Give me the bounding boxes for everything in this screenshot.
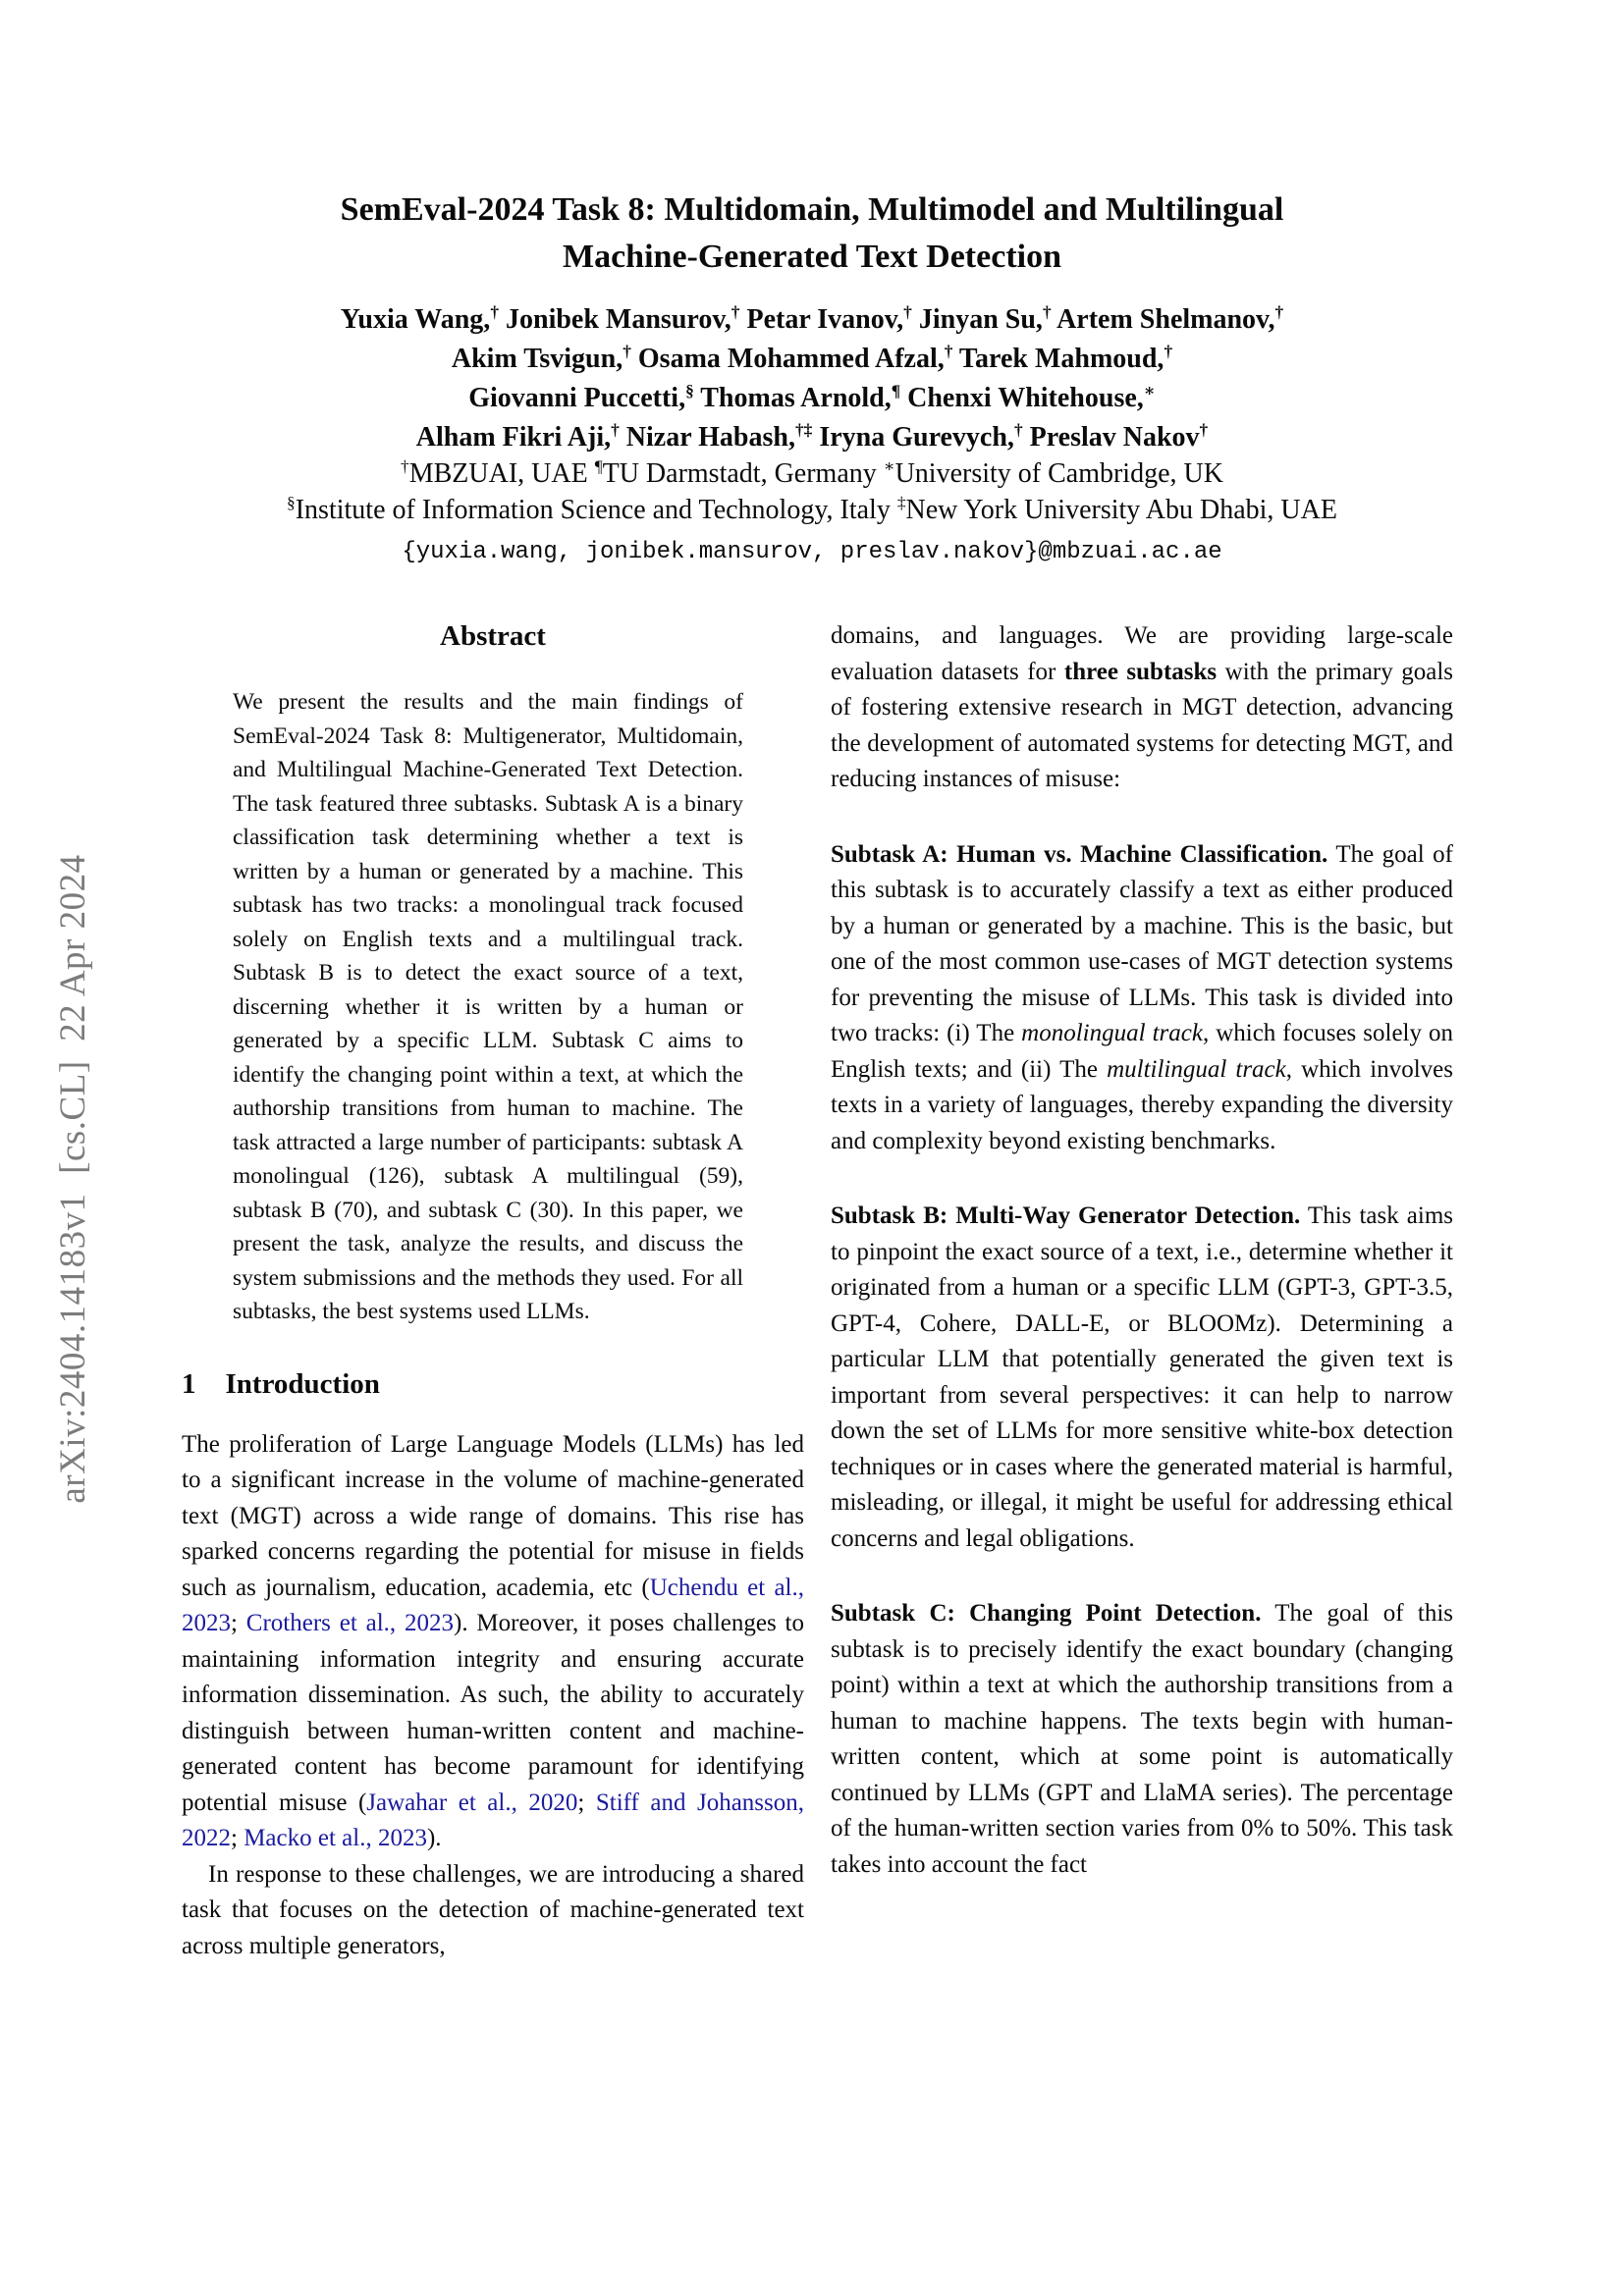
text-run: Thomas Arnold,: [693, 383, 892, 413]
text-run: The goal of this subtask is to accurately classify a text as either produced by a human or generated by a machine. This is the basic, but one of the most common use-cases of MGT detection systems for preventing the misuse of LLMs. This task is divided into two tracks: (i) The: [831, 840, 1453, 1046]
text-run: Tarek Mahmoud,: [952, 344, 1164, 374]
superscript-marker: ‡: [896, 493, 906, 512]
affiliation-line-2: [0, 492, 1624, 528]
citation-link[interactable]: Uchendu et al., 2023: [182, 1574, 804, 1636]
author-line-1: [0, 300, 1624, 340]
text-run: The goal of this subtask is to precisely identify the exact boundary (changing point) within a text at which the authorship transitions from a human to machine happens. The texts begin with human-written content, which at some point is automatically continued by LLMs (GPT and LlaMA series). The percentage of the human-written section varies from 0% to 50%. This task takes into account the fact: [831, 1600, 1453, 1878]
text-run: monolingual track: [1021, 1020, 1203, 1046]
author-block: [0, 300, 1624, 457]
section-title: Introduction: [225, 1367, 380, 1400]
text-run: The proliferation of Large Language Models (LLMs) has led to a significant increase in the volume of machine-generated text (MGT) across a wide range of domains. This rise has sparked concerns regarding the potential for misuse in fields such as journalism, education, academia, etc (: [182, 1430, 804, 1601]
text-run: MBZUAI, UAE: [408, 458, 595, 489]
abstract-text: We present the results and the main findings of SemEval-2024 Task 8: Multigenerator, Multidomain, and Multilingual Machine-Generated Text Detection. The task featured three subtasks. Subtask A is a binary classification task determining whether a text is written by a human or generated by a machine. This subtask has two tracks: a monolingual track focused solely on English texts and a multilingual track. Subtask B is to detect the exact source of a text, discerning whether it is written by a human or generated by a specific LLM. Subtask C aims to identify the changing point within a text, at which the authorship transitions from human to machine. The task attracted a large number of participants: subtask A monolingual (126), subtask A multilingual (59), subtask B (70), and subtask C (30). In this paper, we present the task, analyze the results, and discuss the system submissions and the methods they used. For all subtasks, the best systems used LLMs.: [233, 689, 743, 1324]
superscript-marker: †: [1042, 302, 1052, 322]
text-run: Artem Shelmanov,: [1051, 304, 1275, 335]
text-run: TU Darmstadt, Germany: [602, 458, 884, 489]
text-run: Subtask A: Human vs. Machine Classification.: [831, 840, 1328, 868]
superscript-marker: †: [731, 302, 740, 322]
author-line-4: [0, 418, 1624, 457]
text-run: This task aims to pinpoint the exact source of a text, i.e., determine whether it originated from a human or a specific LLM (GPT-3, GPT-3.5, GPT-4, Cohere, DALL-E, or BLOOMz). Determining a particular LLM that potentially generated the given text is important from several perspectives: it can help to narrow down the set of LLMs for more sensitive white-box detection techniques or in cases where the generated material is harmful, misleading, or illegal, it might be useful for addressing ethical concerns and legal obligations.: [831, 1202, 1453, 1552]
intro-paragraph-1: [182, 1427, 804, 1857]
text-run: , which focuses solely on English texts; and (ii) The: [831, 1020, 1453, 1083]
title-line-1: SemEval-2024 Task 8: Multidomain, Multimodel and Multilingual: [340, 191, 1284, 228]
text-run: , which involves texts in a variety of languages, thereby expanding the diversity and complexity beyond existing benchmarks.: [831, 1055, 1453, 1154]
superscript-marker: †: [623, 342, 631, 361]
superscript-marker: †: [611, 420, 620, 440]
superscript-marker: †: [1013, 420, 1023, 440]
superscript-marker: §: [685, 381, 694, 400]
text-run: three subtasks: [1063, 658, 1218, 685]
citation-link[interactable]: Macko et al., 2023: [244, 1825, 427, 1851]
text-run: University of Cambridge, UK: [894, 458, 1223, 489]
contact-email: {yuxia.wang, jonibek.mansurov, preslav.nakov}@mbzuai.ac.ae: [402, 539, 1222, 565]
section-number: 1: [182, 1367, 196, 1400]
superscript-marker: ¶: [594, 456, 603, 476]
superscript-marker: ¶: [891, 381, 901, 400]
intro-paragraph-2: In response to these challenges, we are introducing a shared task that focuses on the detection of machine-generated text across multiple generators,: [182, 1860, 804, 1959]
affiliation-line-1: [0, 455, 1624, 492]
subtask-b-paragraph: [831, 1199, 1453, 1557]
superscript-marker: †: [1274, 302, 1284, 322]
text-run: Jinyan Su,: [911, 304, 1043, 335]
superscript-marker: †: [1199, 420, 1209, 440]
text-run: domains, and languages. We are providing large-scale evaluation datasets for: [831, 622, 1453, 685]
paper-title: [0, 187, 1624, 281]
section-1-heading: [182, 1366, 804, 1402]
text-run: ).: [426, 1825, 442, 1851]
superscript-marker: §: [287, 493, 296, 512]
arxiv-watermark: arXiv:2404.14183v1 [cs.CL] 22 Apr 2024: [53, 854, 93, 1504]
citation-link[interactable]: Stiff and Johansson, 2022: [182, 1789, 805, 1851]
text-run: Giovanni Puccetti,: [468, 383, 686, 413]
citation-link[interactable]: Jawahar et al., 2020: [366, 1789, 578, 1816]
text-run: Subtask C: Changing Point Detection.: [831, 1600, 1262, 1627]
right-column: [831, 618, 1453, 1883]
author-line-2: [0, 340, 1624, 379]
superscript-marker: †: [944, 342, 953, 361]
subtask-c-paragraph: [831, 1596, 1453, 1883]
superscript-marker: ∗: [1143, 381, 1156, 400]
superscript-marker: †: [903, 302, 912, 322]
text-run: Akim Tsvigun,: [451, 344, 623, 374]
left-column: [182, 618, 804, 1964]
affiliation-block: [0, 455, 1624, 528]
superscript-marker: †: [401, 456, 409, 476]
text-run: ). Moreover, it poses challenges to maintaining information integrity and ensuring accurate information dissemination. As such, the ability to accurately distinguish between human-written content and machine-generated content has become paramount for identifying potential misuse (: [182, 1610, 804, 1816]
superscript-marker: †‡: [794, 420, 813, 440]
text-run: Jonibek Mansurov,: [499, 304, 731, 335]
text-run: multilingual track: [1107, 1055, 1286, 1083]
text-run: Yuxia Wang,: [340, 304, 491, 335]
abstract-heading: Abstract: [440, 620, 546, 652]
text-run: Alham Fikri Aji,: [415, 422, 612, 453]
text-run: ;: [231, 1825, 244, 1851]
title-line-2: Machine-Generated Text Detection: [563, 239, 1061, 275]
text-run: Petar Ivanov,: [739, 304, 904, 335]
text-run: Nizar Habash,: [619, 422, 795, 453]
text-run: Iryna Gurevych,: [812, 422, 1014, 453]
superscript-marker: †: [490, 302, 499, 322]
text-run: ;: [577, 1789, 596, 1816]
text-run: ;: [231, 1610, 246, 1636]
text-run: New York University Abu Dhabi, UAE: [905, 495, 1337, 525]
text-run: Institute of Information Science and Technology, Italy: [295, 495, 897, 525]
subtask-a-paragraph: [831, 837, 1453, 1160]
text-run: Preslav Nakov: [1022, 422, 1200, 453]
superscript-marker: †: [1164, 342, 1173, 361]
author-line-3: [0, 379, 1624, 418]
text-run: with the primary goals of fostering extensive research in MGT detection, advancing the development of automated systems for detecting MGT, and reducing instances of misuse:: [831, 658, 1453, 792]
text-run: Osama Mohammed Afzal,: [630, 344, 945, 374]
text-run: Subtask B: Multi-Way Generator Detection.: [831, 1202, 1301, 1229]
superscript-marker: ∗: [883, 456, 895, 476]
goals-paragraph: [831, 618, 1453, 798]
text-run: Chenxi Whitehouse,: [900, 383, 1144, 413]
citation-link[interactable]: Crothers et al., 2023: [245, 1610, 454, 1636]
